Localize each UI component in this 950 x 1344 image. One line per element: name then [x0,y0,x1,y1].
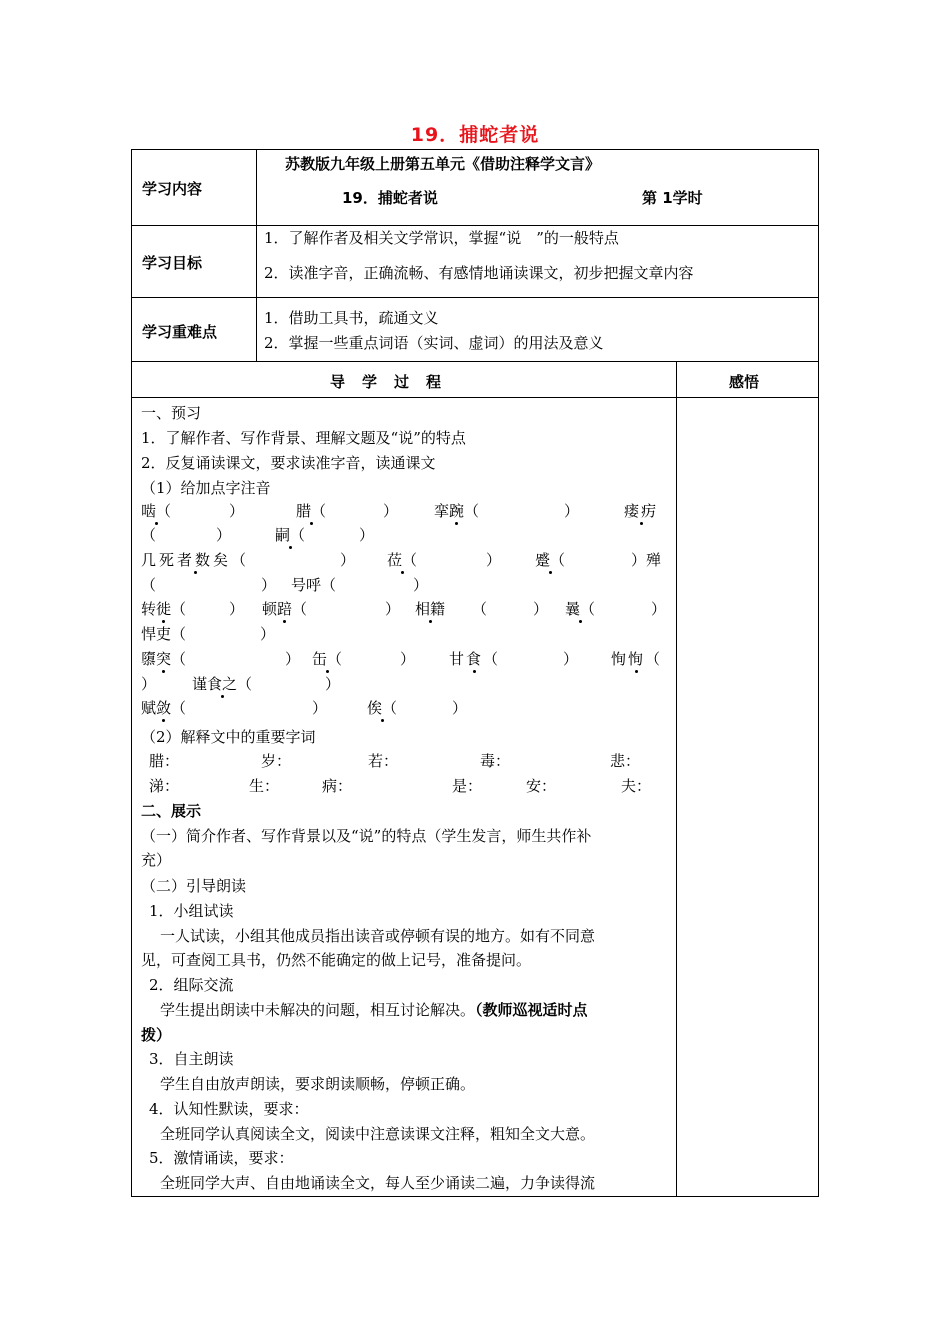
pinyin-blank: （ [472,600,488,618]
body-line: 拨） [141,1026,172,1044]
pinyin-blank: ） [400,650,416,668]
pinyin-blank: ） [261,576,277,594]
pinyin-item: 曩（ [565,600,596,618]
word-item: 涕： [149,777,180,795]
pinyin-item: 挛踠（ [434,502,480,520]
pinyin-blank: ） [383,502,399,520]
pinyin-blank: ） [563,650,579,668]
pinyin-item: 俟（ [367,699,398,717]
body-line: 2．反复诵读课文，要求读准字音，读通课文 [141,454,436,472]
pinyin-item: ）殚 [631,551,662,569]
body-line: 学生自由放声朗读，要求朗读顺畅，停顿正确。 [160,1075,476,1093]
pinyin-blank: ） [325,675,341,693]
pinyin-item: 莅（ [387,551,418,569]
pinyin-item: 悍吏（ [141,625,187,643]
word-item: 生： [249,777,280,795]
key-item: 2．掌握一些重点词语（实词、虚词）的用法及意义 [264,334,604,352]
pinyin-item: 顿踣（ [262,600,308,618]
pinyin-item: 隳突（ [141,650,187,668]
pinyin-blank: ） [229,600,245,618]
pinyin-item: 号呼（ [291,576,337,594]
pinyin-blank: ） [486,551,502,569]
pinyin-blank: ） [216,526,232,544]
column-divider [676,361,677,1196]
pinyin-blank: ） [413,576,429,594]
pinyin-item: 甘食（ [449,650,501,668]
word-item: 是： [452,777,483,795]
insight-header: 感悟 [729,373,760,391]
row-divider [132,297,818,298]
pinyin-blank: ） [229,502,245,520]
word-item: 安： [526,777,557,795]
pinyin-item: 腊（ [296,502,327,520]
section-show: 二、展示 [141,802,202,820]
pinyin-item: 啮（ [141,502,172,520]
pinyin-item: 蹙（ [535,551,566,569]
word-item: 悲： [610,752,641,770]
body-line: 1．了解作者、写作背景、理解文题及“说”的特点 [141,429,466,447]
body-line: 全班同学认真阅读全文，阅读中注意读课文注释，粗知全文大意。 [160,1125,596,1143]
pinyin-item: 嗣（ [275,526,306,544]
body-line: 充） [141,851,172,869]
body-line: 5．激情诵读，要求： [149,1149,294,1167]
pinyin-item: 缶（ [312,650,343,668]
pinyin-blank: （ [141,526,157,544]
pinyin-blank: ） [533,600,549,618]
goal-label: 学习目标 [142,254,203,272]
word-item: 毒： [480,752,511,770]
pinyin-blank: ） [340,551,356,569]
row-divider [132,361,818,362]
pinyin-item: 谨食之（ [192,675,253,693]
body-line: 3．自主朗读 [149,1050,234,1068]
body-line: （1）给加点字注音 [141,479,271,497]
column-divider [256,150,257,361]
word-item: 岁： [261,752,292,770]
pinyin-item: 几死者数矣（ [141,551,250,569]
body-line: 一人试读，小组其他成员指出读音或停顿有误的地方。如有不同意 [160,927,596,945]
pinyin-blank: ） [651,600,667,618]
content-period: 第 1学时 [642,189,703,207]
word-item: 夫： [621,777,652,795]
body-line: 见，可查阅工具书，仍然不能确定的做上记号，准备提问。 [141,951,532,969]
content-lesson: 19．捕蛇者说 [342,189,438,207]
pinyin-blank: ） [359,526,375,544]
pinyin-item: 恂恂（ [611,650,663,668]
pinyin-blank: ） [452,699,468,717]
content-unit: 苏教版九年级上册第五单元《借助注释学文言》 [285,155,601,173]
row-divider [132,225,818,226]
key-label: 学习重难点 [142,323,218,341]
pinyin-blank: ） [564,502,580,520]
pinyin-blank: ） [141,675,157,693]
pinyin-item: 瘘疠 [624,502,659,520]
word-item: 病： [322,777,353,795]
pinyin-blank: ） [260,625,276,643]
goal-item: 2．读准字音，正确流畅、有感情地诵读课文，初步把握文章内容 [264,264,694,282]
key-item: 1．借助工具书，疏通文义 [264,309,439,327]
page-title: 19．捕蛇者说 [410,124,540,146]
section-preview: 一、预习 [141,404,202,422]
body-line: （二）引导朗读 [141,877,247,895]
body-line: 1．小组试读 [149,902,234,920]
goal-item: 1．了解作者及相关文学常识，掌握“说 ”的一般特点 [264,229,619,247]
pinyin-item: 转徙（ [141,600,187,618]
lesson-table [131,149,819,1197]
word-item: 腊： [149,752,180,770]
body-line: 全班同学大声、自由地诵读全文，每人至少诵读二遍，力争读得流 [160,1174,596,1192]
pinyin-item: 赋敛（ [141,699,187,717]
body-line: 学生提出朗读中未解决的问题，相互讨论解决。（教师巡视适时点 [160,1001,588,1019]
word-item: 若： [368,752,399,770]
pinyin-item: 相籍 [415,600,446,618]
content-label: 学习内容 [142,180,203,198]
pinyin-blank: ） [312,699,328,717]
body-line: （2）解释文中的重要字词 [141,728,316,746]
pinyin-blank: ） [285,650,301,668]
body-line: （一）简介作者、写作背景以及“说”的特点（学生发言，师生共作补 [141,827,592,845]
process-header: 导 学 过 程 [330,373,443,391]
body-line: 4．认知性默读，要求： [149,1100,309,1118]
pinyin-blank: ） [385,600,401,618]
body-line: 2．组际交流 [149,976,234,994]
pinyin-blank: （ [141,576,157,594]
row-divider [132,397,818,398]
